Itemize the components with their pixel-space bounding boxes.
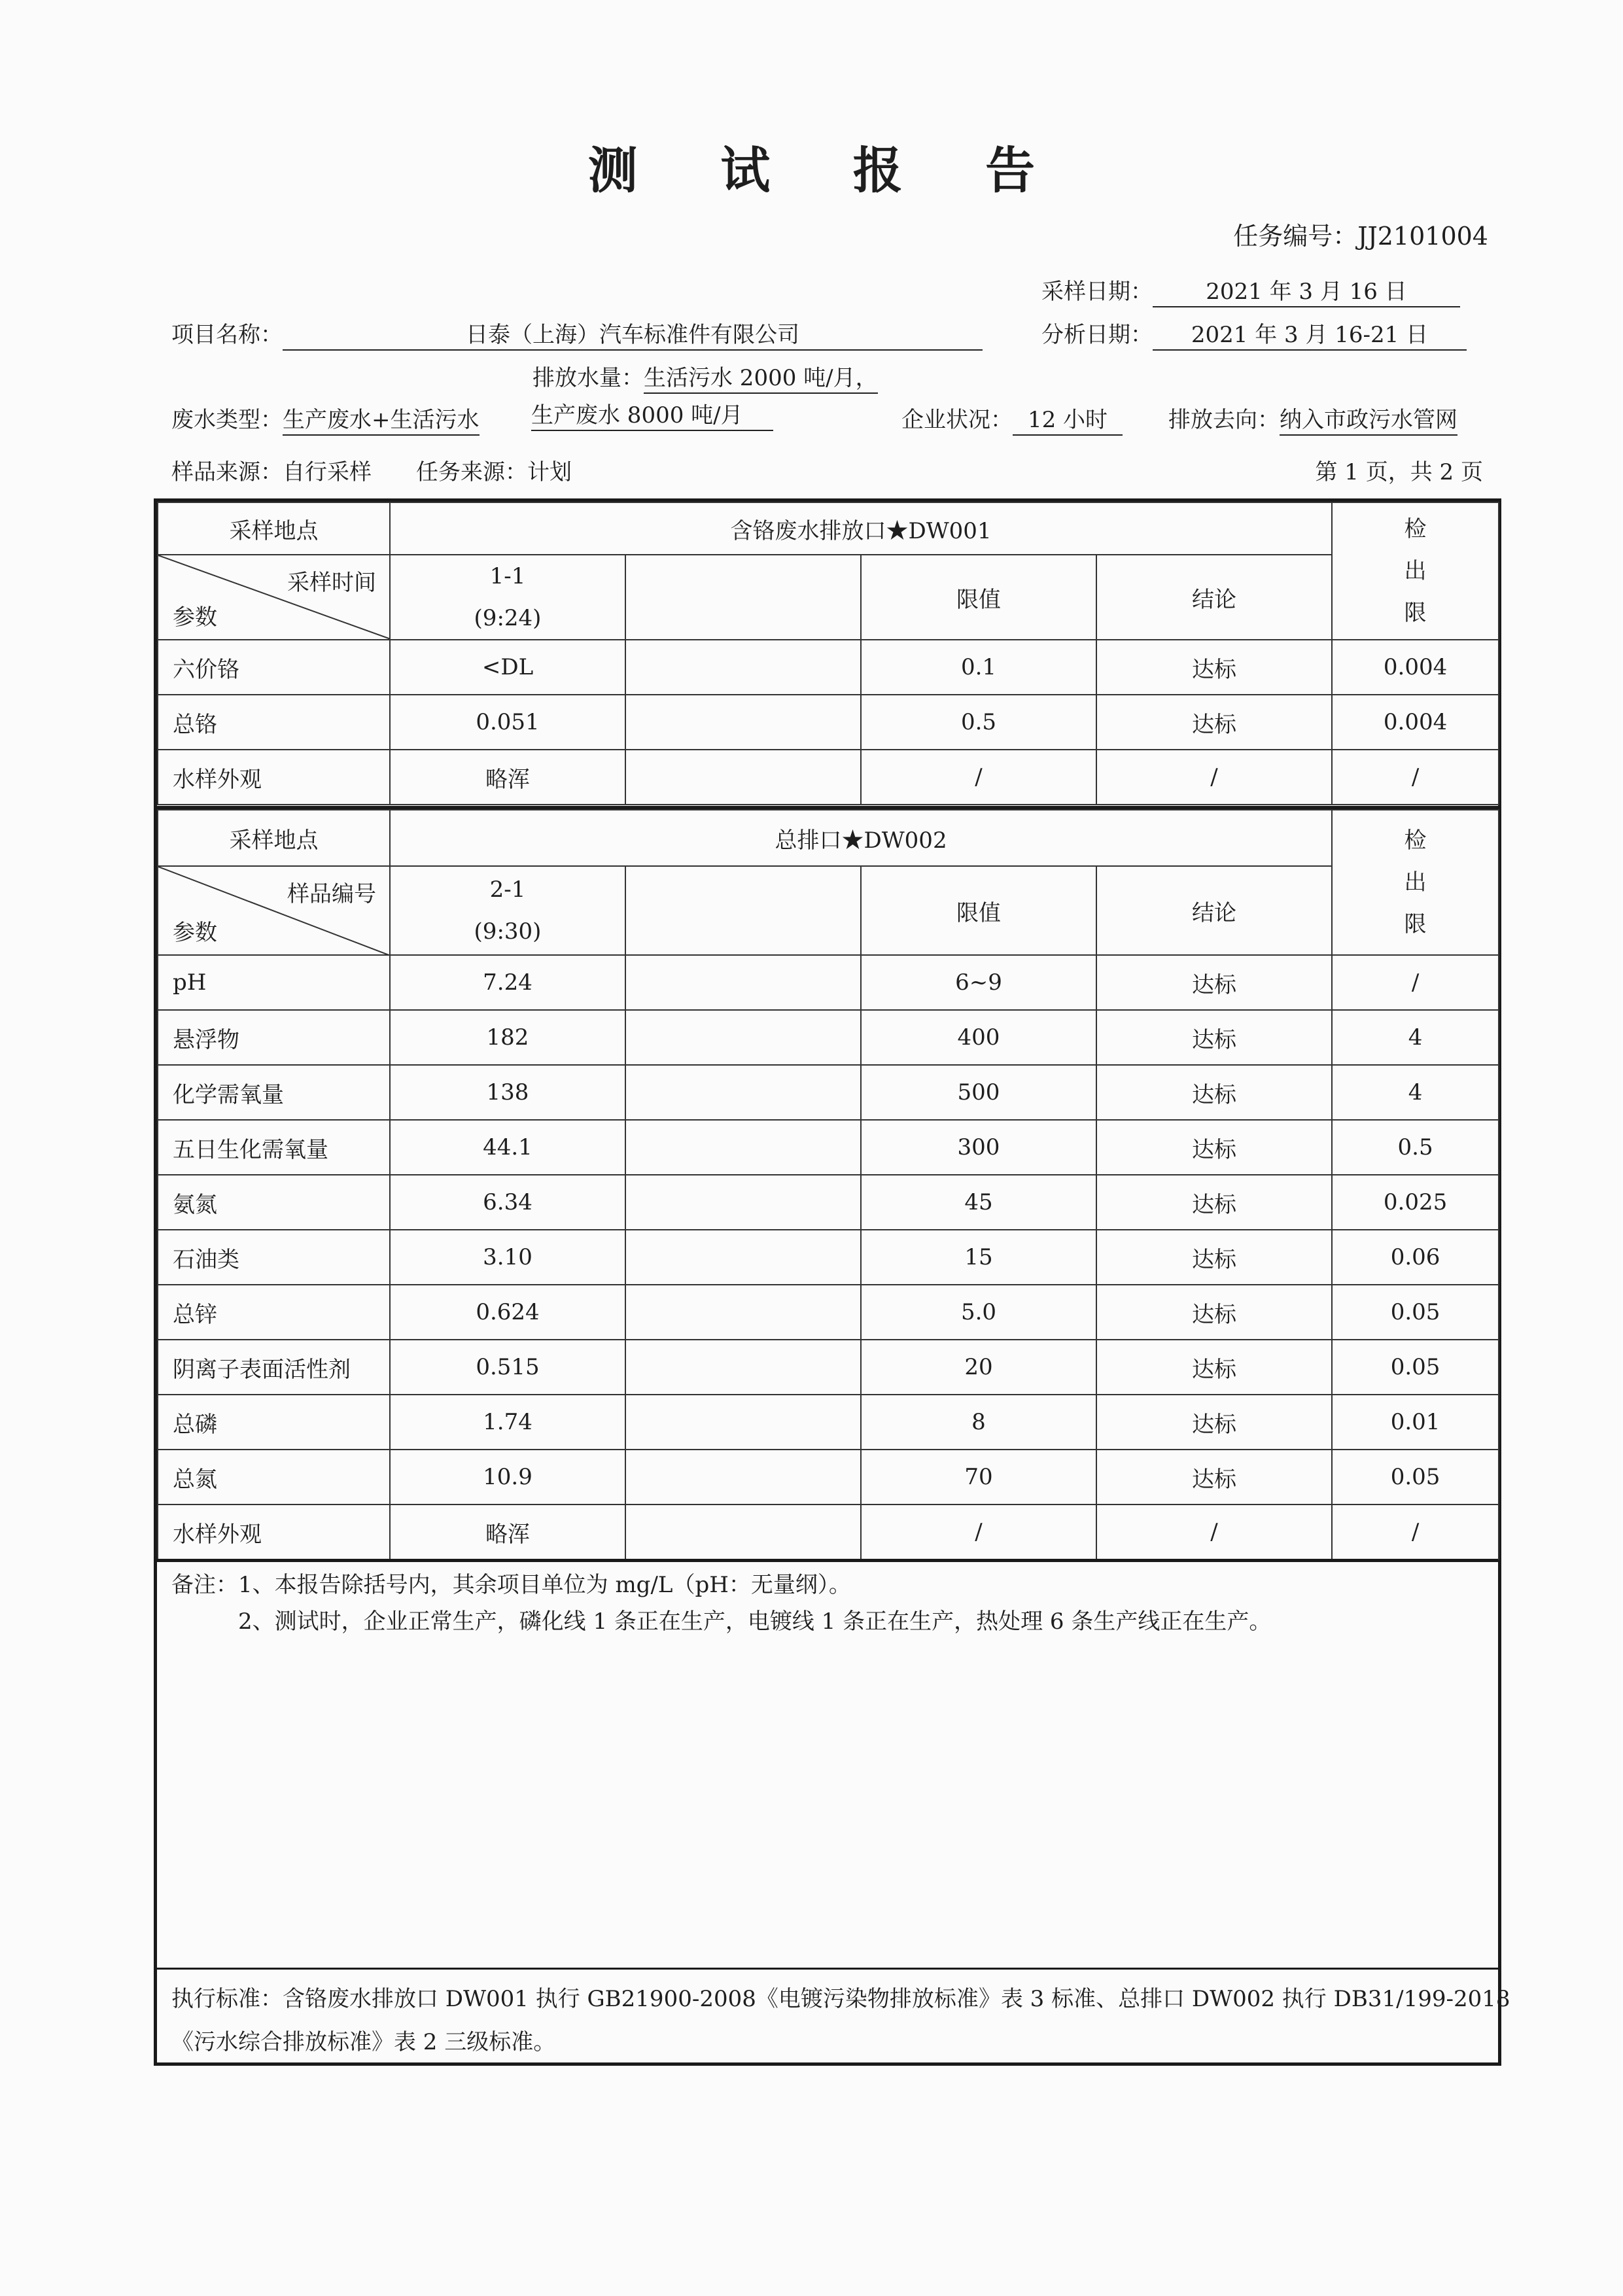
empty-cell (625, 1230, 861, 1285)
conclusion-cell: 达标 (1096, 1395, 1332, 1450)
value-cell: 0.624 (390, 1285, 625, 1340)
empty-cell (625, 750, 861, 805)
value-cell: 3.10 (390, 1230, 625, 1285)
value-cell: 略浑 (390, 1505, 625, 1559)
param-cell: 总磷 (158, 1395, 390, 1450)
detect-limit-cell: 4 (1332, 1010, 1499, 1065)
t2-diag-bottom: 参数 (173, 920, 217, 946)
t2-sample-header (390, 866, 625, 955)
table-row (158, 1010, 1499, 1065)
detect-limit-cell: 4 (1332, 1065, 1499, 1120)
value-cell: 7.24 (390, 955, 625, 1010)
note-1: 备注：1、本报告除括号内，其余项目单位为 mg/L（pH：无量纲）。 (171, 1572, 851, 1598)
conclusion-cell: 达标 (1096, 1120, 1332, 1175)
t1-diag-header (158, 555, 390, 640)
param-cell: 五日生化需氧量 (158, 1120, 390, 1175)
t2-dl-char-1: 检 (1404, 827, 1427, 854)
t2-dl-char-2: 出 (1404, 869, 1427, 896)
param-cell: pH (158, 955, 390, 1010)
table-dw001 (157, 502, 1499, 805)
detect-limit-cell: 0.004 (1332, 695, 1499, 750)
note-2: 2、测试时，企业正常生产，磷化线 1 条正在生产，电镀线 1 条正在生产，热处理 6 条生产线正在生产。 (238, 1609, 1272, 1635)
standard-line-2: 《污水综合排放标准》表 2 三级标准。 (171, 2029, 556, 2055)
value-cell: 182 (390, 1010, 625, 1065)
empty-cell (625, 1395, 861, 1450)
discharge-dest-label: 排放去向： (1168, 407, 1280, 433)
analysis-date-label: 分析日期： (1041, 322, 1153, 348)
detect-limit-cell: 0.025 (1332, 1175, 1499, 1230)
conclusion-cell: 达标 (1096, 955, 1332, 1010)
param-cell: 水样外观 (158, 1505, 390, 1559)
sampling-date-row (1041, 273, 1460, 307)
table-dw002 (157, 809, 1499, 1560)
empty-cell (625, 1120, 861, 1175)
t1-site-label: 采样地点 (158, 502, 390, 555)
param-cell: 水样外观 (158, 750, 390, 805)
limit-cell: 300 (861, 1120, 1096, 1175)
sampling-date-label: 采样日期： (1041, 279, 1153, 305)
t2-site-name: 总排口★DW002 (390, 810, 1332, 866)
task-number: 任务编号：JJ2101004 (1233, 222, 1488, 251)
limit-cell: / (861, 750, 1096, 805)
detect-limit-cell: / (1332, 750, 1499, 805)
wastewater-type-value: 生产废水+生活污水 (283, 406, 480, 436)
t2-conclusion-header: 结论 (1096, 866, 1332, 955)
discharge-dest-row (1168, 402, 1457, 436)
t2-diag-top: 样品编号 (287, 881, 376, 907)
empty-cell (625, 1450, 861, 1505)
discharge-label: 排放水量： (532, 365, 644, 391)
value-cell: 1.74 (390, 1395, 625, 1450)
limit-cell: 8 (861, 1395, 1096, 1450)
empty-cell (625, 1505, 861, 1559)
enterprise-status-label: 企业状况： (901, 407, 1013, 433)
wastewater-type-row (171, 402, 480, 436)
value-cell: 10.9 (390, 1450, 625, 1505)
table-row (158, 1395, 1499, 1450)
sample-source: 样品来源：自行采样 (171, 459, 372, 485)
t1-sample-id: 1-1 (489, 563, 526, 589)
t2-limit-header: 限值 (861, 866, 1096, 955)
analysis-date-row (1041, 317, 1467, 351)
param-cell: 化学需氧量 (158, 1065, 390, 1120)
conclusion-cell: 达标 (1096, 640, 1332, 695)
param-cell: 悬浮物 (158, 1010, 390, 1065)
table-row (158, 1175, 1499, 1230)
limit-cell: 500 (861, 1065, 1096, 1120)
t2-sample-time: (9:30) (474, 918, 542, 945)
value-cell: 44.1 (390, 1120, 625, 1175)
table-row (158, 1285, 1499, 1340)
conclusion-cell: 达标 (1096, 1175, 1332, 1230)
page-info: 第 1 页，共 2 页 (1315, 459, 1483, 485)
wastewater-type-label: 废水类型： (171, 407, 283, 433)
enterprise-status-value: 12 小时 (1013, 406, 1123, 436)
t2-diag-header (158, 866, 390, 955)
detect-limit-cell: 0.06 (1332, 1230, 1499, 1285)
empty-cell (625, 1175, 861, 1230)
empty-cell (625, 1285, 861, 1340)
value-cell: 0.051 (390, 695, 625, 750)
param-cell: 氨氮 (158, 1175, 390, 1230)
value-cell: <DL (390, 640, 625, 695)
project-row (171, 317, 983, 351)
t1-diag-bottom: 参数 (173, 604, 217, 631)
t1-dl-char-2: 出 (1404, 558, 1427, 584)
task-source: 任务来源：计划 (416, 459, 572, 485)
conclusion-cell: 达标 (1096, 1230, 1332, 1285)
value-cell: 略浑 (390, 750, 625, 805)
conclusion-cell: 达标 (1096, 1010, 1332, 1065)
t1-diag-top: 采样时间 (287, 570, 376, 596)
t1-sample-time: (9:24) (474, 605, 542, 631)
empty-cell (625, 695, 861, 750)
t2-sample-id: 2-1 (489, 877, 526, 903)
limit-cell: 0.5 (861, 695, 1096, 750)
t1-sample-header (390, 555, 625, 640)
t1-site-name: 含铬废水排放口★DW001 (390, 502, 1332, 555)
sampling-date-value: 2021 年 3 月 16 日 (1153, 278, 1460, 307)
conclusion-cell: 达标 (1096, 1065, 1332, 1120)
conclusion-cell: 达标 (1096, 1285, 1332, 1340)
project-label: 项目名称： (171, 322, 283, 348)
detect-limit-cell: 0.05 (1332, 1285, 1499, 1340)
detect-limit-cell: 0.004 (1332, 640, 1499, 695)
standard-line-1: 执行标准：含铬废水排放口 DW001 执行 GB21900-2008《电镀污染物排放标准》表 3 标准、总排口 DW002 执行 DB31/199-2018 (171, 1986, 1510, 2012)
table-row (158, 1065, 1499, 1120)
enterprise-status-row (901, 402, 1123, 436)
detect-limit-cell: 0.5 (1332, 1120, 1499, 1175)
conclusion-cell: / (1096, 1505, 1332, 1559)
analysis-date-value: 2021 年 3 月 16-21 日 (1153, 321, 1467, 351)
t1-dl-char-1: 检 (1404, 516, 1427, 542)
param-cell: 总锌 (158, 1285, 390, 1340)
conclusion-cell: / (1096, 750, 1332, 805)
t2-detect-limit-header (1332, 810, 1499, 955)
notes-divider (157, 1559, 1498, 1562)
t2-empty-col (625, 866, 861, 955)
conclusion-cell: 达标 (1096, 1450, 1332, 1505)
table-row (158, 1120, 1499, 1175)
t1-conclusion-header: 结论 (1096, 555, 1332, 640)
discharge-dest-value: 纳入市政污水管网 (1280, 406, 1457, 436)
value-cell: 0.515 (390, 1340, 625, 1395)
page-title: 测 试 报 告 (587, 141, 1068, 200)
detect-limit-cell: 0.05 (1332, 1340, 1499, 1395)
limit-cell: 400 (861, 1010, 1096, 1065)
table-row (158, 1505, 1499, 1559)
project-name: 日泰（上海）汽车标准件有限公司 (283, 321, 983, 351)
t2-dl-char-3: 限 (1404, 911, 1427, 937)
limit-cell: 20 (861, 1340, 1096, 1395)
detect-limit-cell: / (1332, 1505, 1499, 1559)
discharge-production: 生产废水 8000 吨/月 (531, 402, 773, 431)
empty-cell (625, 1065, 861, 1120)
limit-cell: 45 (861, 1175, 1096, 1230)
table-row (158, 1340, 1499, 1395)
discharge-domestic: 生活污水 2000 吨/月， (644, 364, 878, 394)
value-cell: 138 (390, 1065, 625, 1120)
param-cell: 阴离子表面活性剂 (158, 1340, 390, 1395)
conclusion-cell: 达标 (1096, 695, 1332, 750)
table-row (158, 955, 1499, 1010)
discharge-row (532, 360, 878, 394)
param-cell: 六价铬 (158, 640, 390, 695)
limit-cell: / (861, 1505, 1096, 1559)
t1-empty-col (625, 555, 861, 640)
table-row (158, 1450, 1499, 1505)
detect-limit-cell: / (1332, 955, 1499, 1010)
limit-cell: 0.1 (861, 640, 1096, 695)
table-row (158, 750, 1499, 805)
empty-cell (625, 640, 861, 695)
detect-limit-cell: 0.05 (1332, 1450, 1499, 1505)
empty-cell (625, 955, 861, 1010)
discharge-production-row (531, 402, 773, 431)
param-cell: 石油类 (158, 1230, 390, 1285)
limit-cell: 5.0 (861, 1285, 1096, 1340)
empty-cell (625, 1010, 861, 1065)
t2-site-label: 采样地点 (158, 810, 390, 866)
table-row (158, 695, 1499, 750)
detect-limit-cell: 0.01 (1332, 1395, 1499, 1450)
param-cell: 总铬 (158, 695, 390, 750)
table-row (158, 640, 1499, 695)
limit-cell: 15 (861, 1230, 1096, 1285)
conclusion-cell: 达标 (1096, 1340, 1332, 1395)
value-cell: 6.34 (390, 1175, 625, 1230)
standard-divider (157, 1968, 1498, 1970)
limit-cell: 70 (861, 1450, 1096, 1505)
empty-cell (625, 1340, 861, 1395)
param-cell: 总氮 (158, 1450, 390, 1505)
stamp-edge-mark (1567, 1007, 1606, 1289)
t1-dl-char-3: 限 (1404, 600, 1427, 626)
t1-detect-limit-header (1332, 502, 1499, 640)
table-row (158, 1230, 1499, 1285)
t1-limit-header: 限值 (861, 555, 1096, 640)
limit-cell: 6~9 (861, 955, 1096, 1010)
